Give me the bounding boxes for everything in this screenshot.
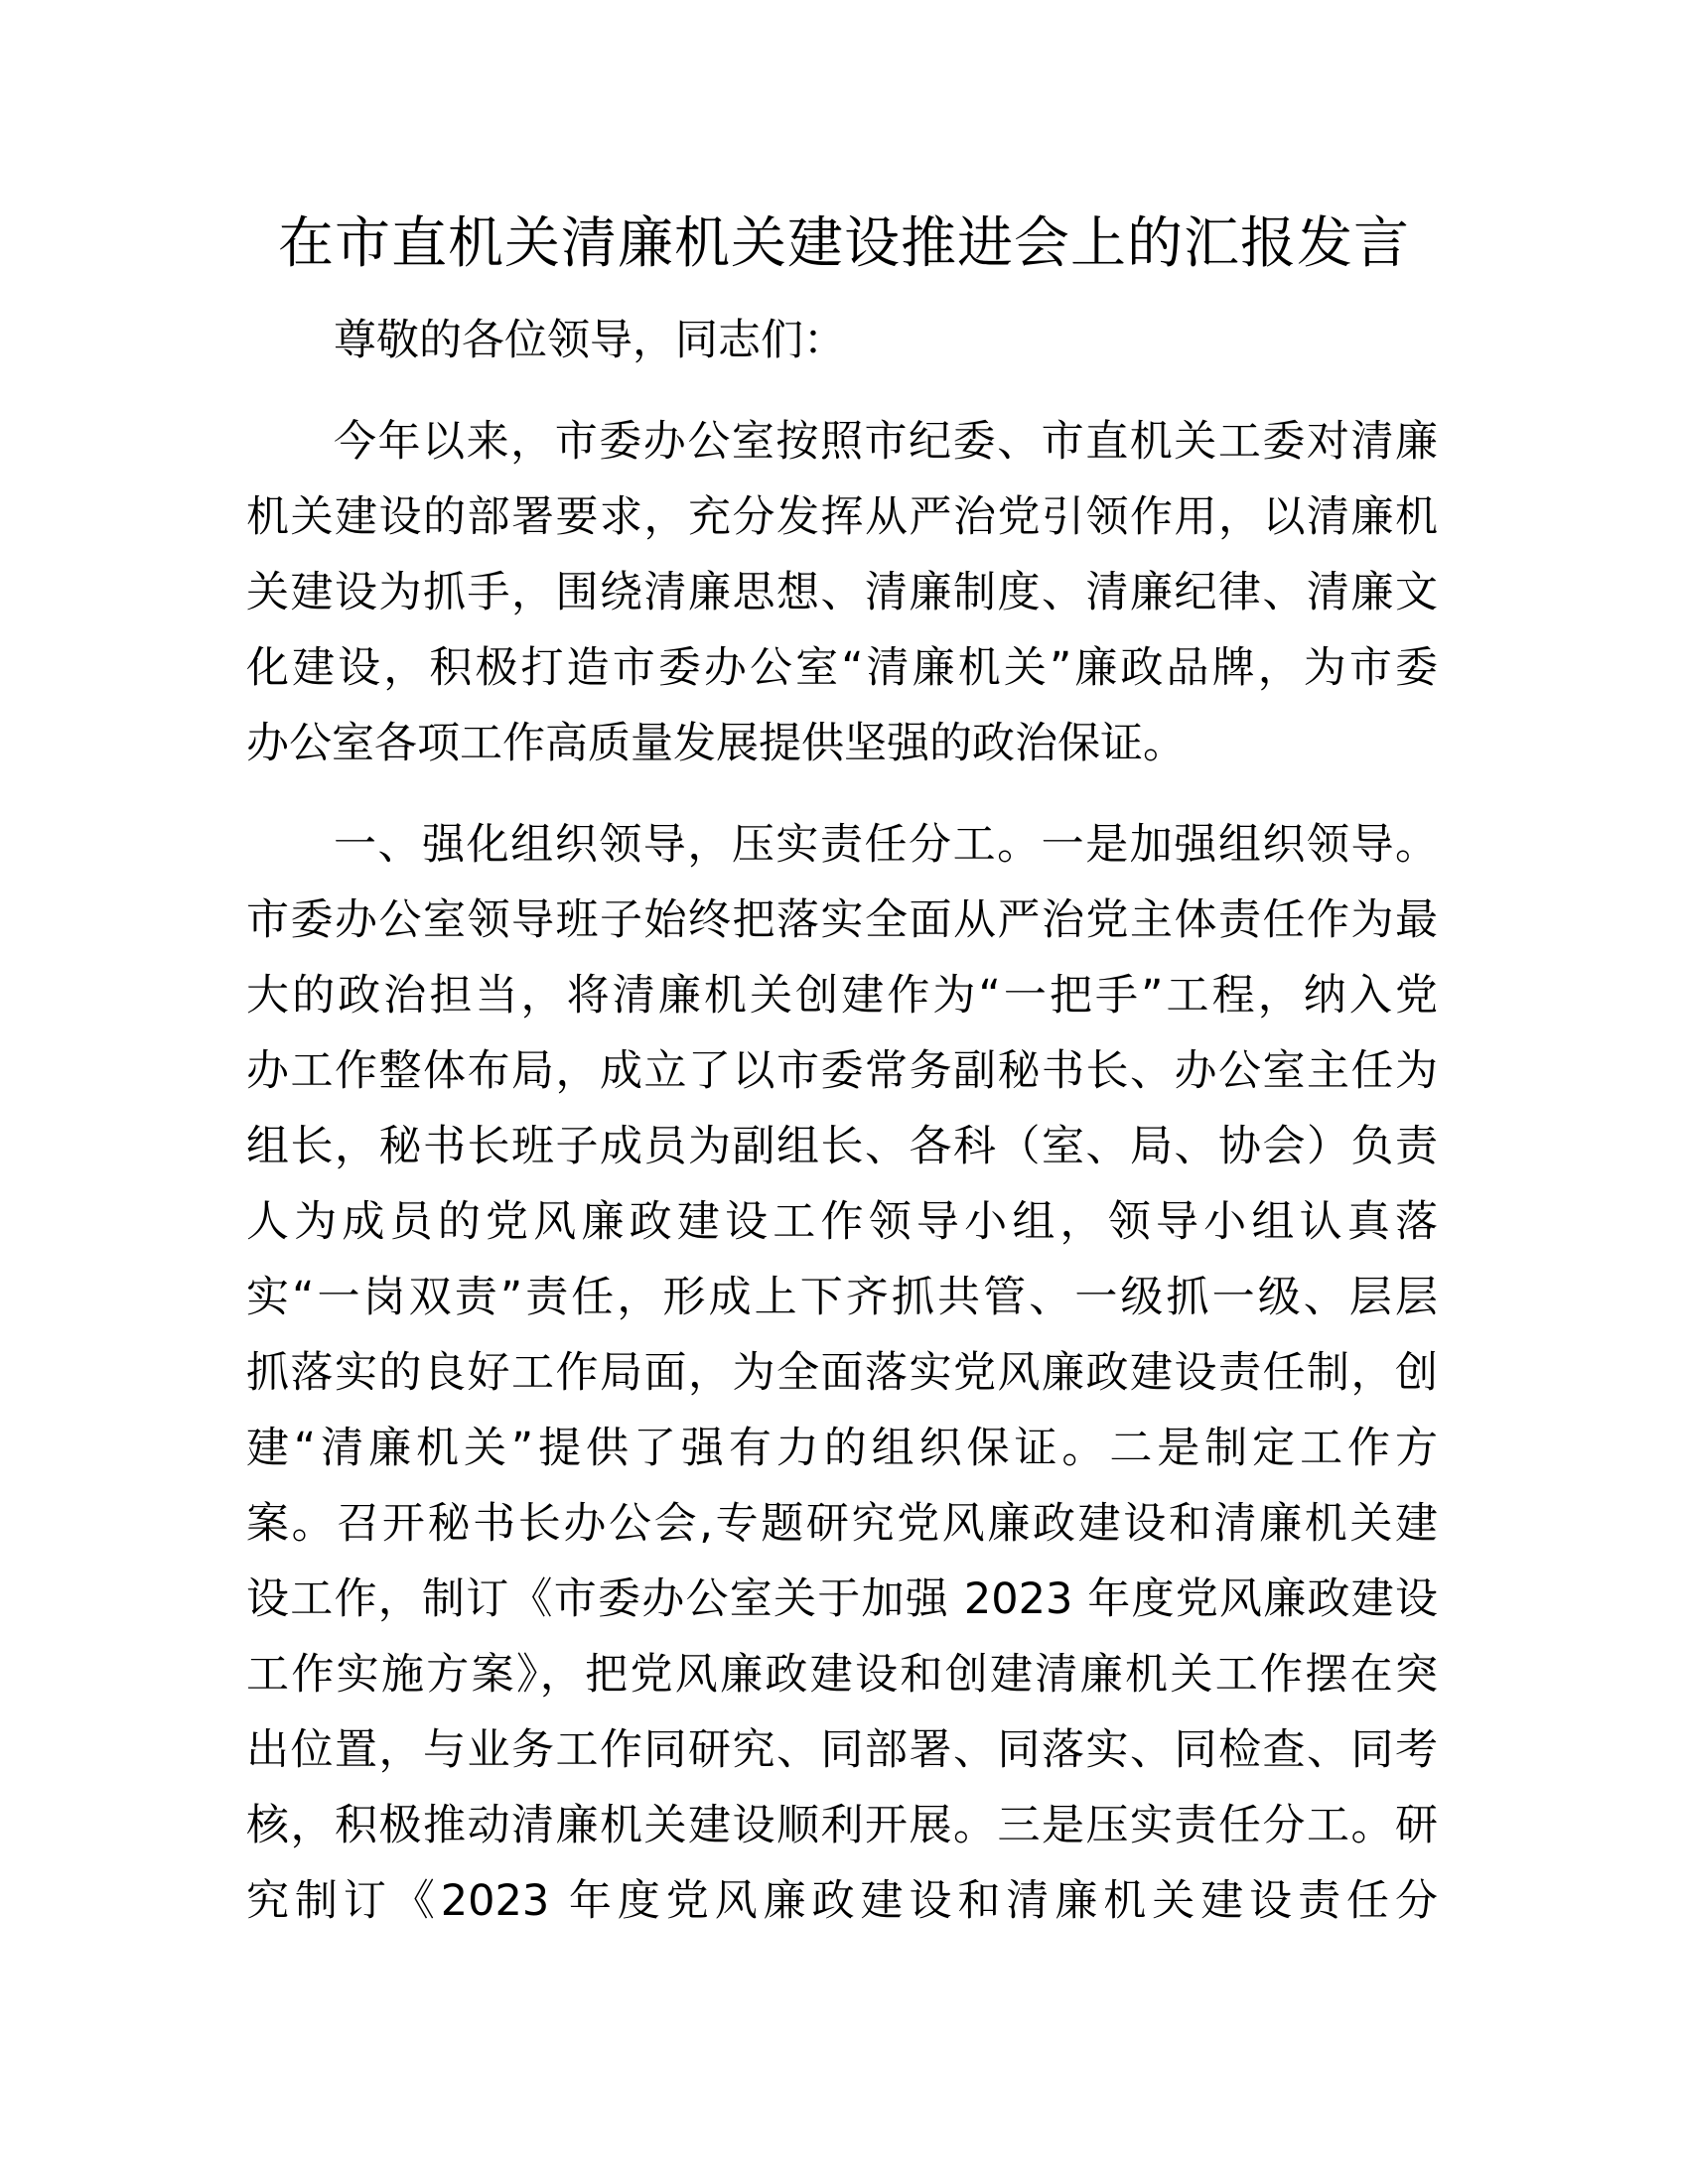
paragraph-intro [246,404,1438,781]
text-line: 抓落实的良好工作局面，为全面落实党风廉政建设责任制，创 [246,1348,1438,1398]
text-line: 办工作整体布局，成立了以市委常务副秘书长、办公室主任为 [246,1046,1438,1096]
text-line: 一、强化组织领导，压实责任分工。一是加强组织领导。 [334,820,1438,870]
text-line: 人为成员的党风廉政建设工作领导小组，领导小组认真落 [246,1197,1438,1247]
paragraph-gap [246,781,1438,807]
text-line: 今年以来，市委办公室按照市纪委、市直机关工委对清廉 [334,417,1438,467]
document-body [246,303,1438,1939]
text-line: 大的政治担当，将清廉机关创建作为“一把手”工程，纳入党 [246,971,1438,1021]
text-line: 化建设，积极打造市委办公室“清廉机关”廉政品牌，为市委 [246,643,1438,693]
text-line: 核，积极推动清廉机关建设顺利开展。三是压实责任分工。研 [246,1801,1438,1850]
text-line: 案。召开秘书长办公会,专题研究党风廉政建设和清廉机关建 [246,1499,1438,1549]
paragraph-gap [246,378,1438,404]
text-line: 机关建设的部署要求，充分发挥从严治党引领作用，以清廉机 [246,492,1438,542]
text-line: 关建设为抓手，围绕清廉思想、清廉制度、清廉纪律、清廉文 [246,568,1438,617]
text-line: 组长，秘书长班子成员为副组长、各科（室、局、协会）负责 [246,1122,1438,1171]
text-line: 实“一岗双责”责任，形成上下齐抓共管、一级抓一级、层层 [246,1273,1438,1322]
text-line: 究制订《2023 年度党风廉政建设和清廉机关建设责任分 [246,1876,1438,1926]
text-line: 市委办公室领导班子始终把落实全面从严治党主体责任作为最 [246,895,1438,945]
text-line: 出位置，与业务工作同研究、同部署、同落实、同检查、同考 [246,1725,1438,1775]
text-line: 设工作，制订《市委办公室关于加强 2023 年度党风廉政建设 [246,1574,1438,1624]
text-line: 建“清廉机关”提供了强有力的组织保证。二是制定工作方 [246,1424,1438,1473]
document-title: 在市直机关清廉机关建设推进会上的汇报发言 [278,211,1410,276]
salutation: 尊敬的各位领导，同志们： [334,316,846,365]
text-line: 办公室各项工作高质量发展提供坚强的政治保证。 [246,719,1186,768]
text-line: 工作实施方案》，把党风廉政建设和创建清廉机关工作摆在突 [246,1650,1438,1700]
paragraph-section-one [246,807,1438,1939]
